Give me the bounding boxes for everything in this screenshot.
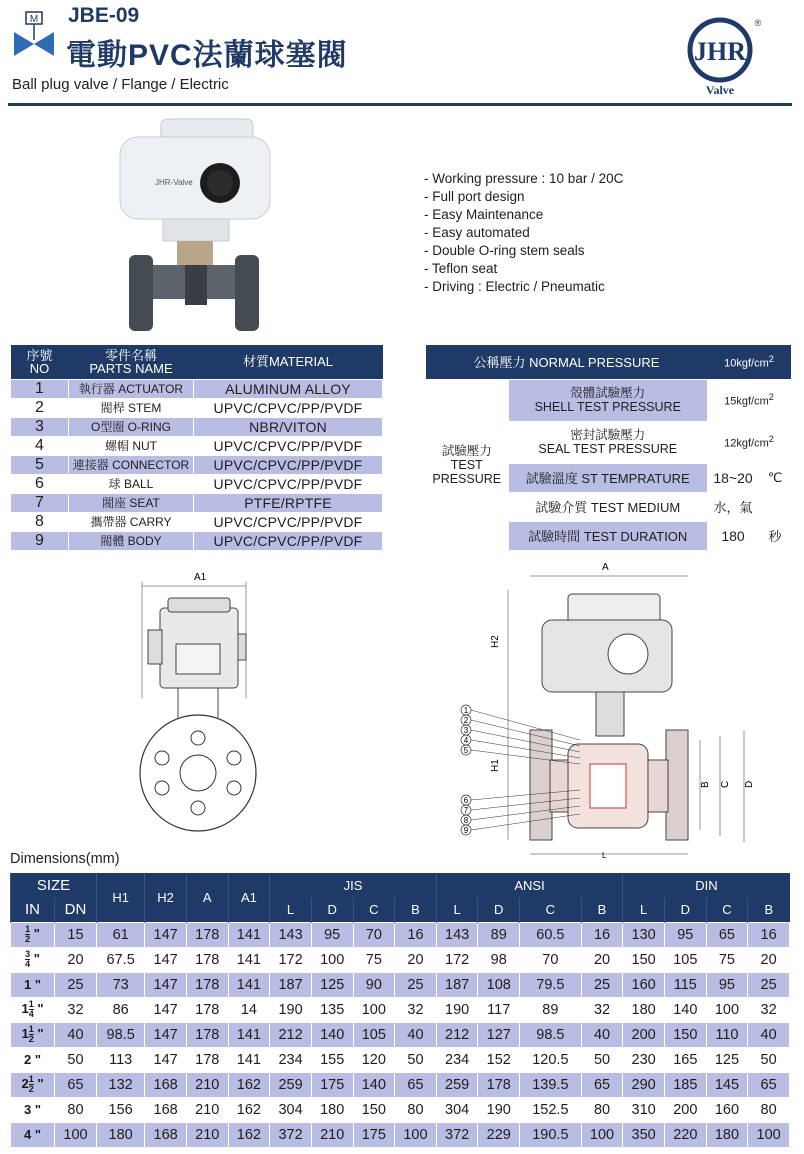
dim-value-cell: 310 bbox=[623, 1097, 665, 1122]
dims-subheader: C bbox=[353, 898, 395, 922]
dim-value-cell: 120.5 bbox=[520, 1047, 582, 1072]
temp-value: 18~20 bbox=[707, 463, 759, 492]
dims-header-ansi: ANSI bbox=[436, 873, 623, 898]
dimensions-table bbox=[10, 873, 790, 1148]
part-balloon-label: 9 bbox=[463, 826, 469, 835]
duration-label: 試驗時間 TEST DURATION bbox=[508, 521, 707, 550]
dim-value-cell: 100 bbox=[706, 997, 748, 1022]
shell-test-label: 殼體試驗壓力 SHELL TEST PRESSURE bbox=[508, 379, 707, 421]
table-row bbox=[11, 1072, 790, 1097]
dim-value-cell: 147 bbox=[145, 972, 187, 997]
dims-header-in: IN bbox=[11, 898, 55, 922]
valve-symbol-icon bbox=[12, 10, 56, 58]
dim-value-cell: 178 bbox=[186, 922, 228, 947]
dim-c-label: C bbox=[720, 780, 731, 788]
dim-value-cell: 95 bbox=[664, 922, 706, 947]
parts-header-name: 零件名稱 PARTS NAME bbox=[69, 345, 194, 379]
dim-value-cell: 180 bbox=[97, 1122, 145, 1147]
dim-value-cell: 180 bbox=[623, 997, 665, 1022]
dim-value-cell: 172 bbox=[436, 947, 478, 972]
front-view-drawing bbox=[120, 568, 380, 848]
duration-unit: 秒 bbox=[759, 521, 791, 550]
dim-value-cell: 210 bbox=[186, 1097, 228, 1122]
dim-value-cell: 110 bbox=[706, 1022, 748, 1047]
dim-value-cell: 98 bbox=[478, 947, 520, 972]
dim-value-cell: 141 bbox=[228, 922, 270, 947]
dim-value-cell: 100 bbox=[311, 947, 353, 972]
dim-value-cell: 130 bbox=[623, 922, 665, 947]
leader-line bbox=[471, 720, 580, 746]
dim-value-cell: 65 bbox=[581, 1072, 623, 1097]
dim-value-cell: 100 bbox=[581, 1122, 623, 1147]
dim-value-cell: 80 bbox=[581, 1097, 623, 1122]
dim-value-cell: 230 bbox=[623, 1047, 665, 1072]
registered-mark: ® bbox=[754, 18, 762, 28]
seal-test-value: $12kgf/cm^2$ bbox=[707, 421, 791, 463]
dim-value-cell: 95 bbox=[706, 972, 748, 997]
leader-line bbox=[471, 750, 580, 764]
feature-item: - Driving : Electric / Pneumatic bbox=[424, 279, 605, 294]
size-inch-cell: 2 " bbox=[11, 1047, 55, 1072]
section-view-drawing bbox=[450, 560, 790, 860]
dim-value-cell: 117 bbox=[478, 997, 520, 1022]
size-inch-cell: $\frac{1}{2}$ " bbox=[11, 922, 55, 947]
dim-value-cell: 178 bbox=[186, 972, 228, 997]
table-row: 9 閥體 BODY UPVC/CPVC/PP/PVDF bbox=[11, 531, 383, 550]
dim-value-cell: 152 bbox=[478, 1047, 520, 1072]
feature-item: - Teflon seat bbox=[424, 261, 498, 276]
dim-value-cell: 147 bbox=[145, 1022, 187, 1047]
dim-value-cell: 80 bbox=[748, 1097, 790, 1122]
dim-value-cell: 187 bbox=[436, 972, 478, 997]
dim-value-cell: 16 bbox=[581, 922, 623, 947]
dim-value-cell: 140 bbox=[664, 997, 706, 1022]
part-balloon-label: 1 bbox=[463, 706, 469, 715]
leader-line bbox=[471, 730, 580, 752]
dim-value-cell: 90 bbox=[353, 972, 395, 997]
dim-value-cell: 172 bbox=[270, 947, 312, 972]
dim-value-cell: 350 bbox=[623, 1122, 665, 1147]
medium-label: 試驗介質 TEST MEDIUM bbox=[508, 492, 707, 521]
dim-value-cell: 180 bbox=[706, 1122, 748, 1147]
dim-value-cell: 162 bbox=[228, 1072, 270, 1097]
jhr-logo bbox=[680, 14, 768, 98]
dim-value-cell: 220 bbox=[664, 1122, 706, 1147]
dims-subheader: D bbox=[478, 898, 520, 922]
part-balloon-label: 3 bbox=[463, 726, 469, 735]
dim-value-cell: 150 bbox=[353, 1097, 395, 1122]
dims-subheader: L bbox=[436, 898, 478, 922]
leader-line bbox=[471, 740, 580, 758]
dim-value-cell: 143 bbox=[436, 922, 478, 947]
dim-value-cell: 155 bbox=[311, 1047, 353, 1072]
dim-h1-label: H1 bbox=[490, 759, 501, 772]
table-row bbox=[11, 1047, 790, 1072]
table-row bbox=[11, 947, 790, 972]
size-dn-cell: 80 bbox=[55, 1097, 97, 1122]
table-row: 2 閥桿 STEM UPVC/CPVC/PP/PVDF bbox=[11, 398, 383, 417]
dim-value-cell: 113 bbox=[97, 1047, 145, 1072]
dim-value-cell: 234 bbox=[270, 1047, 312, 1072]
size-dn-cell: 20 bbox=[55, 947, 97, 972]
dim-value-cell: 150 bbox=[623, 947, 665, 972]
dim-value-cell: 141 bbox=[228, 1047, 270, 1072]
dim-l-label: L bbox=[602, 851, 607, 860]
dims-header-jis: JIS bbox=[270, 873, 437, 898]
table-row: 5 連接器 CONNECTOR UPVC/CPVC/PP/PVDF bbox=[11, 455, 383, 474]
dim-value-cell: 141 bbox=[228, 1022, 270, 1047]
dim-value-cell: 100 bbox=[395, 1122, 437, 1147]
dim-value-cell: 115 bbox=[664, 972, 706, 997]
temp-unit: ℃ bbox=[759, 463, 791, 492]
dim-value-cell: 120 bbox=[353, 1047, 395, 1072]
feature-item: - Easy automated bbox=[424, 225, 530, 240]
dim-value-cell: 190 bbox=[270, 997, 312, 1022]
dim-d-label: D bbox=[744, 780, 755, 788]
dim-value-cell: 16 bbox=[748, 922, 790, 947]
dim-value-cell: 160 bbox=[706, 1097, 748, 1122]
size-dn-cell: 15 bbox=[55, 922, 97, 947]
seal-test-label: 密封試驗壓力 SEAL TEST PRESSURE bbox=[508, 421, 707, 463]
dim-value-cell: 132 bbox=[97, 1072, 145, 1097]
shell-test-value: $15kgf/cm^2$ bbox=[707, 379, 791, 421]
dim-value-cell: 259 bbox=[436, 1072, 478, 1097]
dim-b-label: B bbox=[700, 781, 711, 788]
table-row bbox=[11, 1022, 790, 1047]
dim-value-cell: 105 bbox=[353, 1022, 395, 1047]
dim-value-cell: 25 bbox=[395, 972, 437, 997]
size-dn-cell: 65 bbox=[55, 1072, 97, 1097]
medium-value: 水，氣 bbox=[707, 492, 759, 521]
dims-subheader: B bbox=[395, 898, 437, 922]
product-photo bbox=[115, 115, 295, 340]
size-dn-cell: 40 bbox=[55, 1022, 97, 1047]
dims-subheader: C bbox=[520, 898, 582, 922]
feature-item: - Full port design bbox=[424, 189, 525, 204]
table-row: 8 攜帶器 CARRY UPVC/CPVC/PP/PVDF bbox=[11, 512, 383, 531]
part-balloon-label: 5 bbox=[463, 746, 469, 755]
dim-value-cell: 168 bbox=[145, 1122, 187, 1147]
dim-value-cell: 178 bbox=[186, 1047, 228, 1072]
dim-value-cell: 86 bbox=[97, 997, 145, 1022]
dim-value-cell: 50 bbox=[395, 1047, 437, 1072]
dim-value-cell: 89 bbox=[478, 922, 520, 947]
dim-value-cell: 32 bbox=[581, 997, 623, 1022]
dims-subheader: L bbox=[270, 898, 312, 922]
dims-header-size: SIZE bbox=[11, 873, 97, 898]
dim-value-cell: 229 bbox=[478, 1122, 520, 1147]
feature-item: - Easy Maintenance bbox=[424, 207, 544, 222]
dim-value-cell: 98.5 bbox=[97, 1022, 145, 1047]
dims-header-dn: DN bbox=[55, 898, 97, 922]
dim-value-cell: 304 bbox=[436, 1097, 478, 1122]
dim-value-cell: 108 bbox=[478, 972, 520, 997]
jhr-logo-sub: Valve bbox=[705, 83, 735, 97]
table-row bbox=[11, 997, 790, 1022]
dim-value-cell: 25 bbox=[748, 972, 790, 997]
dim-value-cell: 20 bbox=[748, 947, 790, 972]
valve-symbol-letter: M bbox=[29, 14, 39, 25]
dim-value-cell: 190.5 bbox=[520, 1122, 582, 1147]
dim-value-cell: 95 bbox=[311, 922, 353, 947]
table-row: 4 螺帽 NUT UPVC/CPVC/PP/PVDF bbox=[11, 436, 383, 455]
dim-value-cell: 70 bbox=[520, 947, 582, 972]
leader-line bbox=[471, 814, 580, 830]
dim-value-cell: 147 bbox=[145, 1047, 187, 1072]
dim-value-cell: 32 bbox=[395, 997, 437, 1022]
dim-value-cell: 50 bbox=[581, 1047, 623, 1072]
dim-value-cell: 150 bbox=[664, 1022, 706, 1047]
dim-value-cell: 290 bbox=[623, 1072, 665, 1097]
dim-value-cell: 178 bbox=[186, 947, 228, 972]
dim-h2-label: H2 bbox=[490, 635, 501, 648]
dim-value-cell: 165 bbox=[664, 1047, 706, 1072]
dim-value-cell: 20 bbox=[581, 947, 623, 972]
dims-header-h2: H2 bbox=[145, 873, 187, 922]
dim-value-cell: 139.5 bbox=[520, 1072, 582, 1097]
dim-value-cell: 212 bbox=[436, 1022, 478, 1047]
parts-table bbox=[10, 345, 383, 551]
dims-header-din: DIN bbox=[623, 873, 790, 898]
dim-value-cell: 73 bbox=[97, 972, 145, 997]
medium-blank bbox=[759, 492, 791, 521]
dims-header-a1: A1 bbox=[228, 873, 270, 922]
table-row: 7 閥座 SEAT PTFE/RPTFE bbox=[11, 493, 383, 512]
dim-value-cell: 178 bbox=[186, 997, 228, 1022]
dim-value-cell: 200 bbox=[664, 1097, 706, 1122]
dims-subheader: D bbox=[664, 898, 706, 922]
dim-value-cell: 70 bbox=[353, 922, 395, 947]
dim-value-cell: 162 bbox=[228, 1097, 270, 1122]
dims-subheader: B bbox=[748, 898, 790, 922]
dim-value-cell: 89 bbox=[520, 997, 582, 1022]
dim-value-cell: 141 bbox=[228, 947, 270, 972]
dims-subheader: C bbox=[706, 898, 748, 922]
parts-header-material: 材質MATERIAL bbox=[194, 345, 383, 379]
dim-value-cell: 100 bbox=[748, 1122, 790, 1147]
dim-value-cell: 61 bbox=[97, 922, 145, 947]
feature-list bbox=[424, 170, 623, 296]
dim-value-cell: 127 bbox=[478, 1022, 520, 1047]
dim-a-label: A bbox=[602, 562, 609, 573]
jhr-logo-text: JHR bbox=[694, 37, 746, 66]
dim-value-cell: 40 bbox=[581, 1022, 623, 1047]
test-pressure-label: 試驗壓力 TEST PRESSURE bbox=[426, 379, 508, 550]
table-row: 1 執行器 ACTUATOR ALUMINUM ALLOY bbox=[11, 379, 383, 398]
page-subtitle: Ball plug valve / Flange / Electric bbox=[12, 76, 229, 93]
dim-value-cell: 210 bbox=[186, 1072, 228, 1097]
dims-subheader: D bbox=[311, 898, 353, 922]
dim-value-cell: 175 bbox=[353, 1122, 395, 1147]
size-dn-cell: 100 bbox=[55, 1122, 97, 1147]
table-row bbox=[11, 1097, 790, 1122]
size-inch-cell: $\frac{3}{4}$ " bbox=[11, 947, 55, 972]
dim-value-cell: 372 bbox=[436, 1122, 478, 1147]
normal-pressure-label: 公稱壓力 NORMAL PRESSURE bbox=[426, 345, 707, 379]
dim-value-cell: 25 bbox=[581, 972, 623, 997]
dim-value-cell: 210 bbox=[186, 1122, 228, 1147]
dim-value-cell: 145 bbox=[706, 1072, 748, 1097]
dim-value-cell: 147 bbox=[145, 922, 187, 947]
dims-header-h1: H1 bbox=[97, 873, 145, 922]
dim-value-cell: 180 bbox=[311, 1097, 353, 1122]
size-dn-cell: 25 bbox=[55, 972, 97, 997]
size-inch-cell: 2 $\frac{1}{2}$ " bbox=[11, 1072, 55, 1097]
table-row bbox=[11, 972, 790, 997]
dim-value-cell: 156 bbox=[97, 1097, 145, 1122]
dim-value-cell: 147 bbox=[145, 997, 187, 1022]
dim-value-cell: 212 bbox=[270, 1022, 312, 1047]
dim-value-cell: 187 bbox=[270, 972, 312, 997]
dims-subheader: L bbox=[623, 898, 665, 922]
dim-value-cell: 185 bbox=[664, 1072, 706, 1097]
dim-value-cell: 143 bbox=[270, 922, 312, 947]
parts-header-no: 序號 NO bbox=[11, 345, 69, 379]
temp-label: 試驗溫度 ST TEMPRATURE bbox=[508, 463, 707, 492]
dim-value-cell: 190 bbox=[478, 1097, 520, 1122]
dim-value-cell: 160 bbox=[623, 972, 665, 997]
dim-value-cell: 80 bbox=[395, 1097, 437, 1122]
dim-value-cell: 190 bbox=[436, 997, 478, 1022]
dim-value-cell: 200 bbox=[623, 1022, 665, 1047]
dim-value-cell: 16 bbox=[395, 922, 437, 947]
dim-value-cell: 372 bbox=[270, 1122, 312, 1147]
size-inch-cell: 1 $\frac{1}{2}$ " bbox=[11, 1022, 55, 1047]
pressure-table bbox=[426, 345, 791, 551]
normal-pressure-value: $10kgf/cm^2$ bbox=[707, 345, 791, 379]
dimensions-title: Dimensions(mm) bbox=[10, 851, 120, 867]
dims-subheader: B bbox=[581, 898, 623, 922]
dim-value-cell: 168 bbox=[145, 1072, 187, 1097]
dim-value-cell: 175 bbox=[311, 1072, 353, 1097]
dim-value-cell: 65 bbox=[706, 922, 748, 947]
dim-value-cell: 259 bbox=[270, 1072, 312, 1097]
dim-value-cell: 100 bbox=[353, 997, 395, 1022]
header-rule bbox=[8, 103, 792, 106]
dim-value-cell: 125 bbox=[706, 1047, 748, 1072]
feature-item: - Working pressure : 10 bar / 20C bbox=[424, 171, 624, 186]
size-inch-cell: 1 " bbox=[11, 972, 55, 997]
dim-value-cell: 141 bbox=[228, 972, 270, 997]
table-row bbox=[11, 922, 790, 947]
dim-value-cell: 50 bbox=[748, 1047, 790, 1072]
dim-value-cell: 75 bbox=[706, 947, 748, 972]
dim-value-cell: 135 bbox=[311, 997, 353, 1022]
dim-value-cell: 140 bbox=[353, 1072, 395, 1097]
dim-value-cell: 105 bbox=[664, 947, 706, 972]
part-balloon-label: 4 bbox=[463, 736, 469, 745]
dim-value-cell: 168 bbox=[145, 1097, 187, 1122]
size-dn-cell: 32 bbox=[55, 997, 97, 1022]
dim-value-cell: 40 bbox=[748, 1022, 790, 1047]
dim-value-cell: 14 bbox=[228, 997, 270, 1022]
table-row: 3 O型圈 O-RING NBR/VITON bbox=[11, 417, 383, 436]
model-number: JBE-09 bbox=[68, 4, 140, 27]
dim-value-cell: 40 bbox=[395, 1022, 437, 1047]
duration-value: 180 bbox=[707, 521, 759, 550]
size-dn-cell: 50 bbox=[55, 1047, 97, 1072]
dim-value-cell: 75 bbox=[353, 947, 395, 972]
dim-value-cell: 162 bbox=[228, 1122, 270, 1147]
dim-value-cell: 65 bbox=[395, 1072, 437, 1097]
dim-value-cell: 178 bbox=[478, 1072, 520, 1097]
dim-value-cell: 210 bbox=[311, 1122, 353, 1147]
dim-value-cell: 79.5 bbox=[520, 972, 582, 997]
dim-value-cell: 60.5 bbox=[520, 922, 582, 947]
dim-value-cell: 304 bbox=[270, 1097, 312, 1122]
dim-value-cell: 147 bbox=[145, 947, 187, 972]
dim-value-cell: 20 bbox=[395, 947, 437, 972]
dim-value-cell: 152.5 bbox=[520, 1097, 582, 1122]
size-inch-cell: 3 " bbox=[11, 1097, 55, 1122]
dim-value-cell: 125 bbox=[311, 972, 353, 997]
part-balloon-label: 7 bbox=[463, 806, 469, 815]
page-title: 電動PVC法蘭球塞閥 bbox=[66, 39, 348, 72]
size-inch-cell: 1 $\frac{1}{4}$ " bbox=[11, 997, 55, 1022]
part-balloon-label: 2 bbox=[463, 716, 469, 725]
dim-value-cell: 178 bbox=[186, 1022, 228, 1047]
size-inch-cell: 4 " bbox=[11, 1122, 55, 1147]
part-balloon-label: 6 bbox=[463, 796, 469, 805]
dim-value-cell: 234 bbox=[436, 1047, 478, 1072]
part-balloon-label: 8 bbox=[463, 816, 469, 825]
dim-value-cell: 140 bbox=[311, 1022, 353, 1047]
feature-item: - Double O-ring stem seals bbox=[424, 243, 585, 258]
photo-brand-label: JHR-Valve bbox=[155, 178, 193, 187]
dim-value-cell: 32 bbox=[748, 997, 790, 1022]
table-row bbox=[11, 1122, 790, 1147]
dims-header-a: A bbox=[186, 873, 228, 922]
dim-value-cell: 67.5 bbox=[97, 947, 145, 972]
dim-value-cell: 65 bbox=[748, 1072, 790, 1097]
leader-line bbox=[471, 710, 580, 740]
table-row: 6 球 BALL UPVC/CPVC/PP/PVDF bbox=[11, 474, 383, 493]
dim-a1-label: A1 bbox=[194, 572, 207, 583]
dim-value-cell: 98.5 bbox=[520, 1022, 582, 1047]
